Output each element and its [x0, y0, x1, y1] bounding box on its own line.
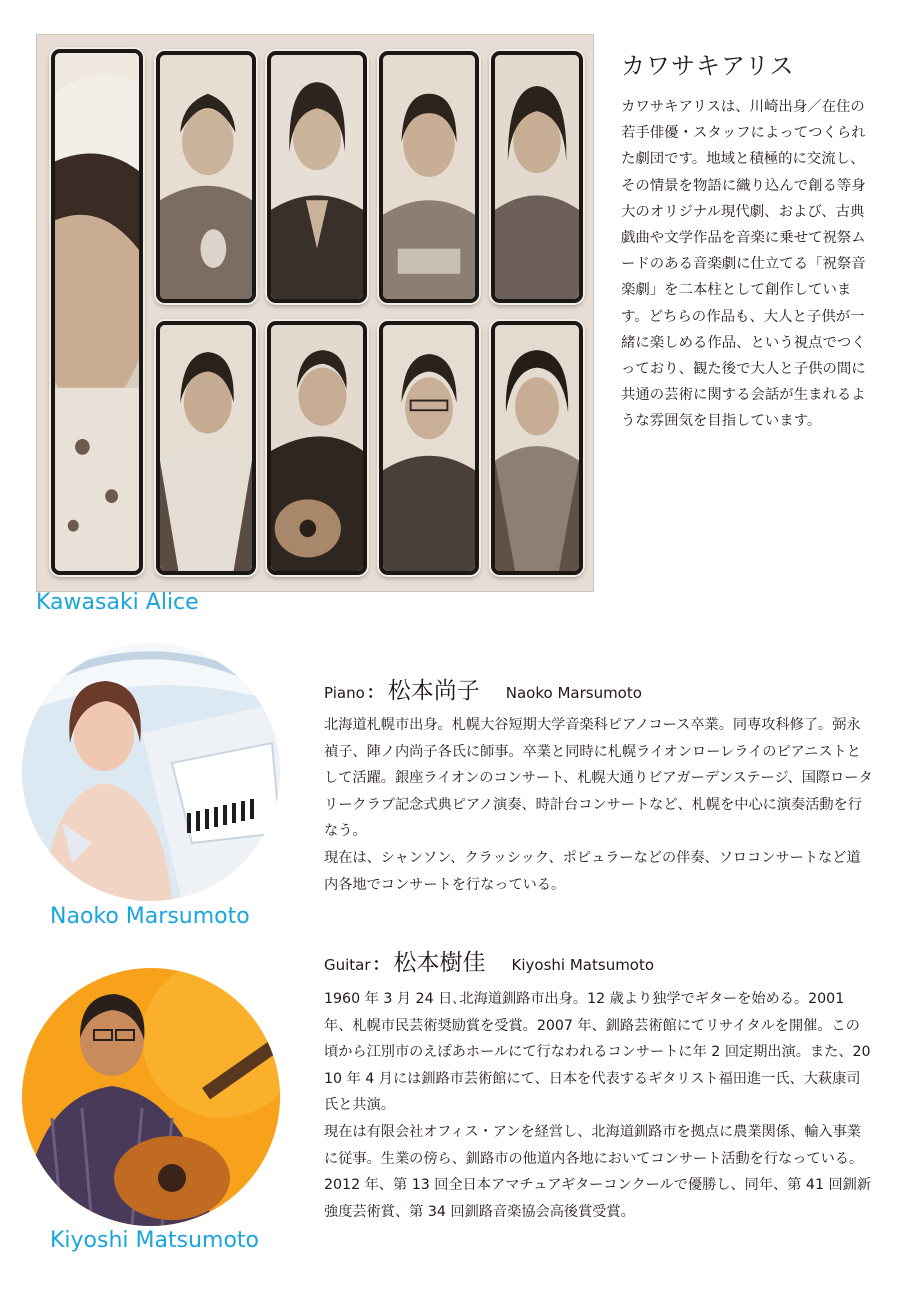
group-title: カワサキアリス [621, 52, 795, 80]
pianist-portrait [22, 643, 280, 901]
member-photo [267, 321, 367, 575]
guitarist-name-en: Kiyoshi Matsumoto [511, 956, 655, 974]
member-photo-large [51, 49, 143, 575]
guitarist-separator: ： [372, 955, 390, 975]
pianist-name-jp: 松本尚子 [387, 678, 480, 704]
pianist-name-en: Naoko Marsumoto [505, 684, 642, 702]
pianist-role: Piano [324, 684, 365, 702]
guitarist-bio [324, 986, 874, 1225]
guitarist-name-jp: 松本樹佳 [393, 950, 486, 976]
member-photo [156, 321, 256, 575]
pianist-bio-paragraph: 北海道札幌市出身。札幌大谷短期大学音楽科ピアノコース卒業。同専攻科修了。弼永禎子、陣ノ内尚子各氏に師事。卒業と同時に札幌ライオンローレライのピアニストとして活躍。銀座ライオンのコンサート、札幌大通りビアガーデンステージ、国際ロータリークラブ記念式典ピアノ演奏、時計台コンサートなど、札幌を中心に演奏活動を行なう。 [324, 717, 873, 840]
member-photo [379, 321, 479, 575]
pianist-separator: ： [366, 683, 384, 703]
member-photo [379, 51, 479, 303]
pianist-bio [324, 712, 874, 898]
guitarist-bio-paragraph: 2012 年、第 13 回全日本アマチュアギターコンクールで優勝し、同年、第 41 回釧新強度芸術賞、第 34 回釧路音楽協会高後賞受賞。 [324, 1177, 872, 1220]
member-photo [491, 51, 583, 303]
pianist-bio-paragraph: 現在は、シャンソン、クラッシック、ポピュラーなどの伴奏、ソロコンサートなど道内各地でコンサートを行なっている。 [324, 849, 861, 893]
group-description: カワサキアリスは、川崎出身／在住の若手俳優・スタッフによってつくられた劇団です。地域と積極的に交流し、その情景を物語に織り込んで創る等身大のオリジナル現代劇、および、古典戯曲や文学作品を音楽に乗せて祝祭ムードのある音楽劇に仕立てる「祝祭音楽劇」を二本柱として創作しています。どちらの作品も、大人と子供が一緒に楽しめる作品、という視点でつくっており、観た後で大人と子供の間に共通の芸術に関する会話が生まれるような雰囲気を目指しています。 [621, 99, 866, 430]
group-photo-collage [36, 34, 594, 592]
pianist-caption: Naoko Marsumoto [50, 904, 250, 929]
member-photo [491, 321, 583, 575]
guitarist-portrait [22, 968, 280, 1226]
guitarist-role: Guitar [324, 956, 371, 974]
group-caption: Kawasaki Alice [36, 590, 199, 615]
guitarist-bio-paragraph: 現在は有限会社オフィス・アンを経営し、北海道釧路市を拠点に農業関係、輸入事業に従事。生業の傍ら、釧路市の他道内各地においてコンサート活動を行なっている。 [324, 1123, 864, 1167]
guitarist-bio-paragraph: 1960 年 3 月 24 日､北海道釧路市出身。12 歳より独学でギターを始める。2001 年、札幌市民芸術奨励賞を受賞。2007 年、釧路芸術館にてリサイタルを開催。この頃から江別市のえぽあホールにて行なわれるコンサートに年 2 回定期出演。また、2010 年 4 月には釧路市芸術館にて、日本を代表するギタリスト福田進一氏、大萩康司氏と共演。 [324, 991, 871, 1114]
guitarist-heading [324, 944, 654, 977]
member-photo [156, 51, 256, 303]
guitarist-caption: Kiyoshi Matsumoto [50, 1228, 259, 1253]
pianist-heading [324, 672, 642, 705]
member-photo [267, 51, 367, 303]
